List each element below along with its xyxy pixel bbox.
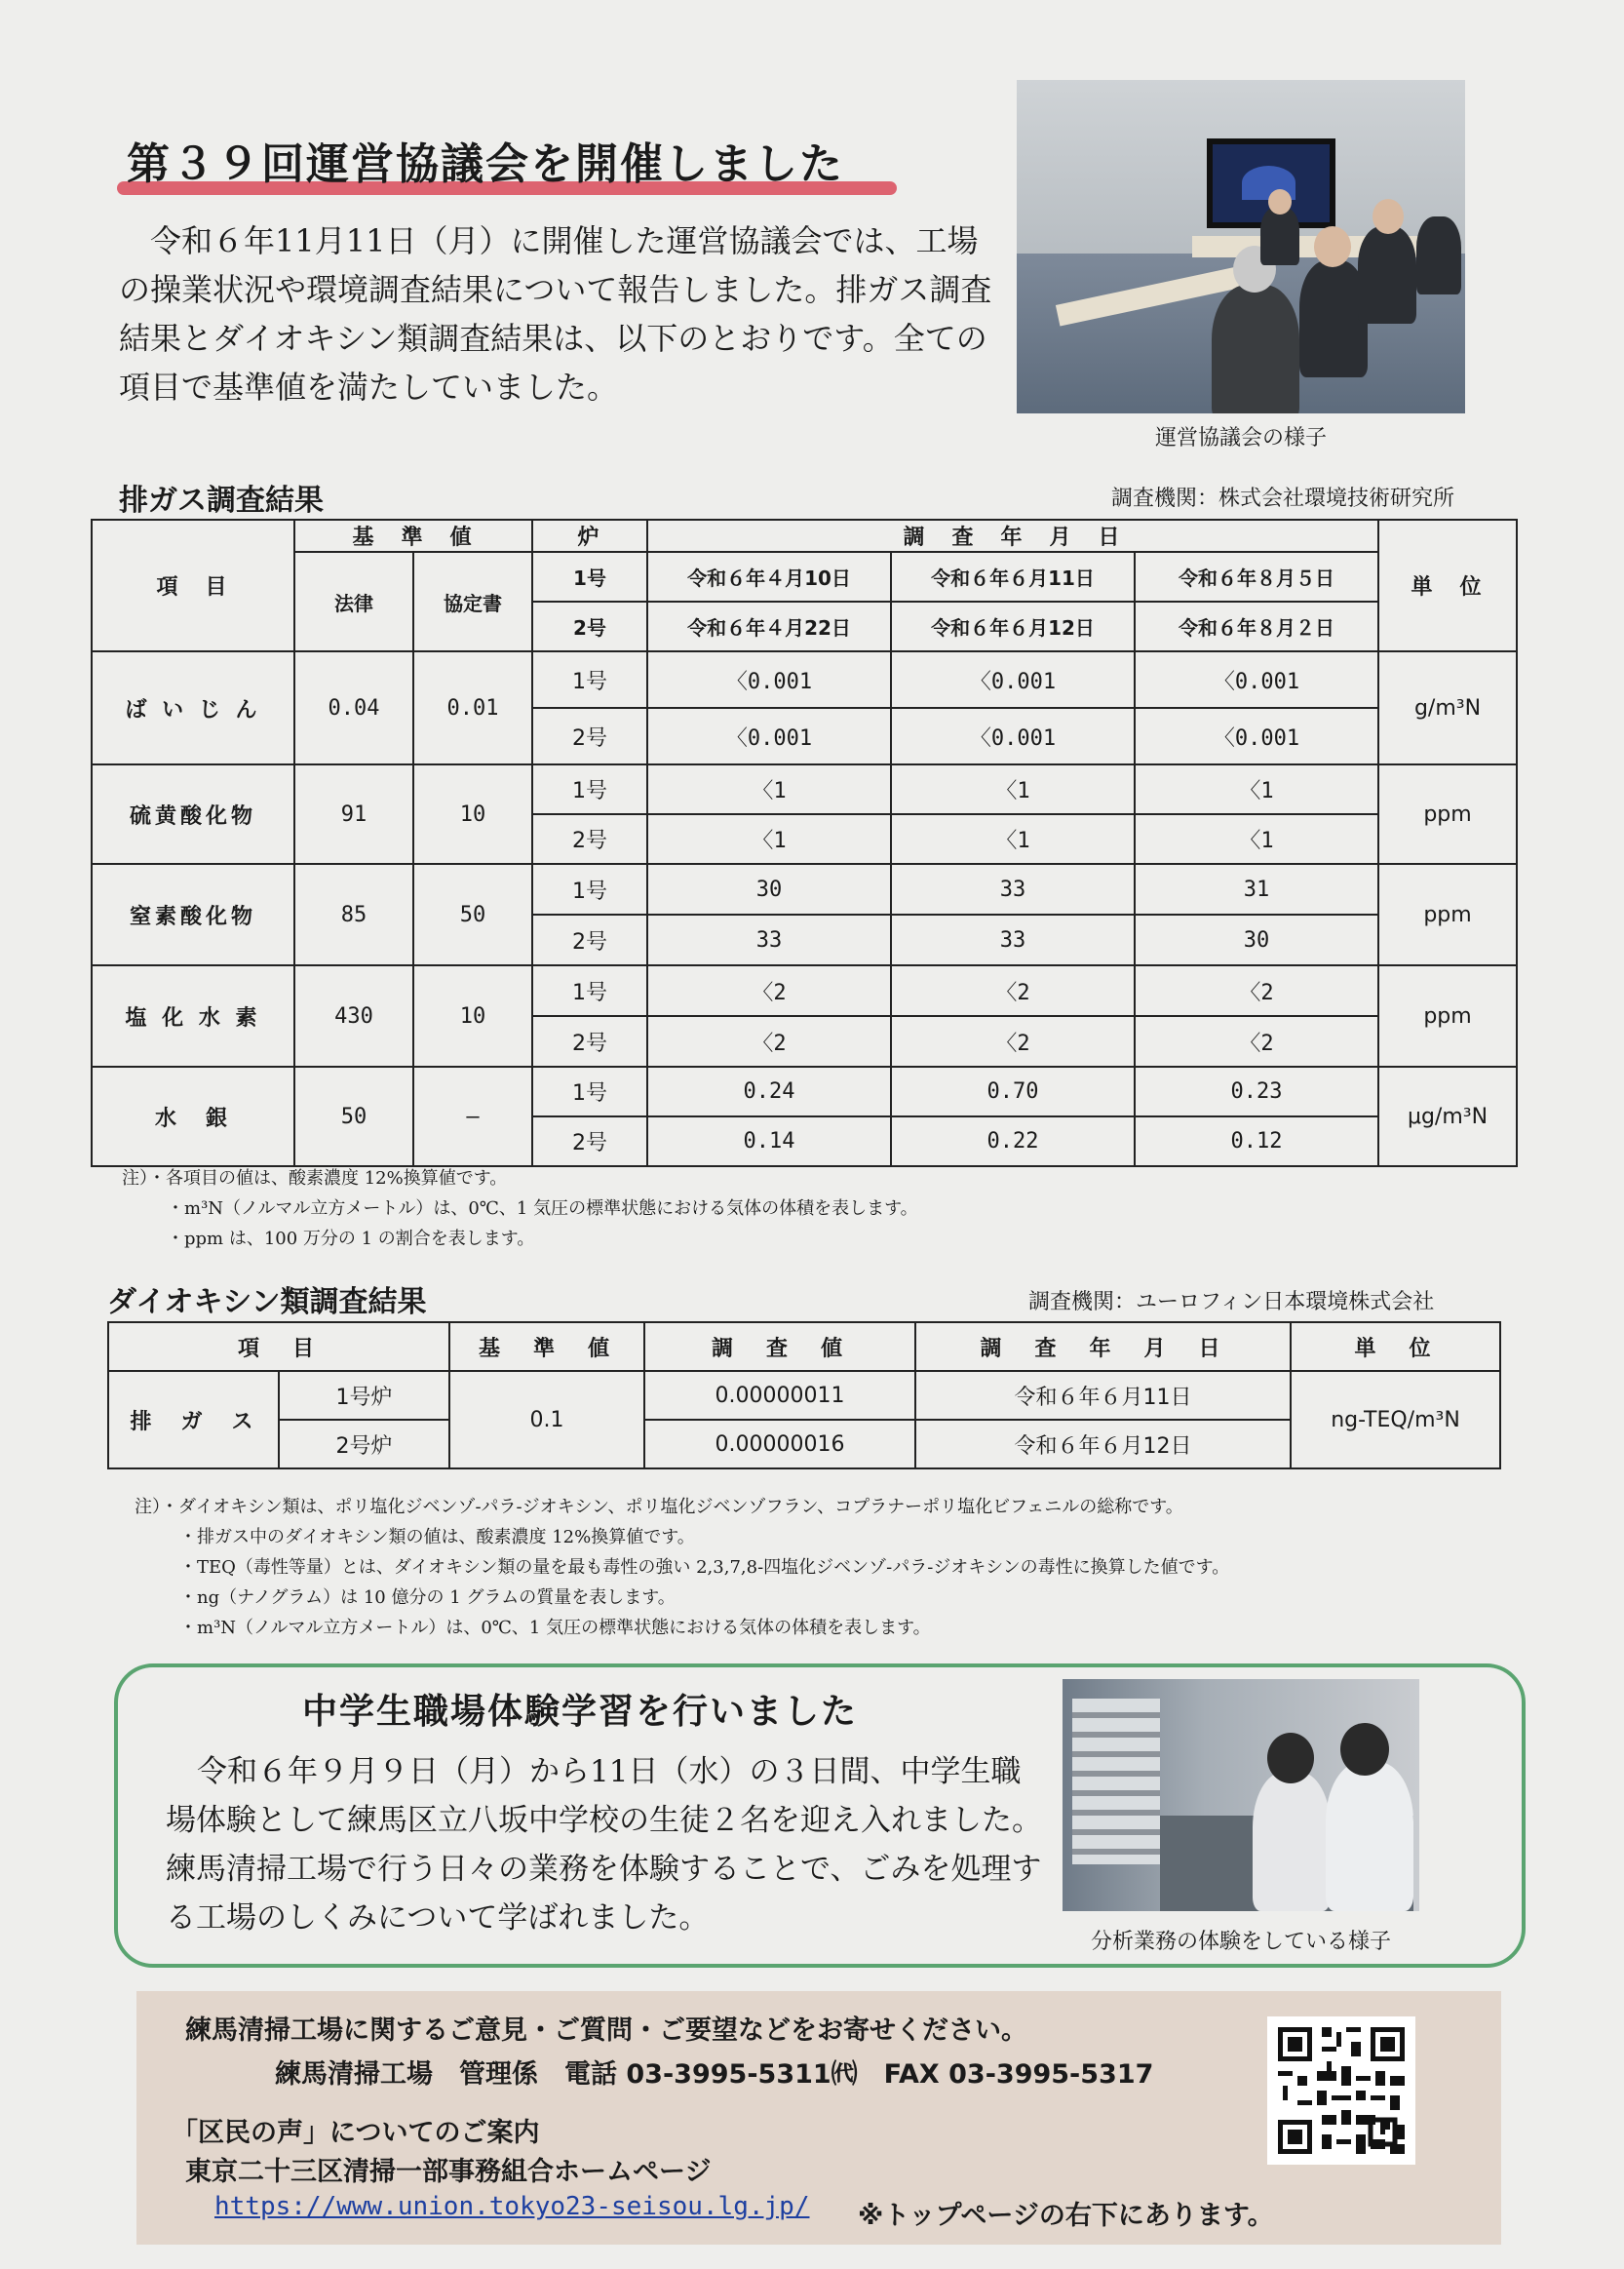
dx-furnace-label: 1号炉 bbox=[279, 1371, 449, 1420]
value-cell: 〈2 bbox=[647, 965, 891, 1016]
value-cell: 〈2 bbox=[1135, 965, 1378, 1016]
contact-line-4: 東京二十三区清掃一部事務組合ホームページ bbox=[185, 2157, 712, 2187]
date-f2-2: 令和６年６月12日 bbox=[891, 602, 1135, 651]
note-line: ・ng（ナノグラム）は 10 億分の 1 グラムの質量を表します。 bbox=[179, 1587, 676, 1608]
note-line: 注）・ダイオキシン類は、ポリ塩化ジベンゾ-パラ-ジオキシン、ポリ塩化ジベンゾフラン、コプラナーポリ塩化ビフェニルの総称です。 bbox=[135, 1497, 1183, 1517]
dioxin-heading: ダイオキシン類調査結果 bbox=[107, 1285, 427, 1319]
dx-header-value: 調 査 値 bbox=[644, 1322, 915, 1371]
value-cell: 〈1 bbox=[891, 764, 1135, 814]
value-cell: 0.24 bbox=[647, 1067, 891, 1116]
row-law: 50 bbox=[294, 1067, 413, 1166]
value-cell: 0.12 bbox=[1135, 1116, 1378, 1166]
dx-row-label: 排 ガ ス bbox=[108, 1371, 279, 1468]
contact-note: ※トップページの右下にあります。 bbox=[858, 2201, 1274, 2231]
contact-line-2: 練馬清掃工場 管理係 電話 03-3995-5311㈹ FAX 03-3995-5317 bbox=[275, 2059, 1154, 2090]
exhaust-table bbox=[91, 519, 1518, 1167]
row-agreement: 10 bbox=[413, 965, 532, 1067]
furnace-label: 2号 bbox=[532, 708, 647, 764]
workplace-body bbox=[166, 1747, 1043, 1942]
row-name: 水 銀 bbox=[92, 1067, 294, 1166]
dx-standard: 0.1 bbox=[449, 1371, 644, 1468]
furnace-1-label: 1号 bbox=[532, 552, 647, 602]
value-cell: 〈0.001 bbox=[647, 708, 891, 764]
value-cell: 0.70 bbox=[891, 1067, 1135, 1116]
date-f2-3: 令和６年８月２日 bbox=[1135, 602, 1378, 651]
header-furnace: 炉 bbox=[532, 520, 647, 552]
value-cell: 〈1 bbox=[1135, 814, 1378, 864]
date-f2-1: 令和６年４月22日 bbox=[647, 602, 891, 651]
note-line: ・m³N（ノルマル立方メートル）は、0℃、1 気圧の標準状態における気体の体積を表します。 bbox=[167, 1198, 918, 1219]
note-line: ・m³N（ノルマル立方メートル）は、0℃、1 気圧の標準状態における気体の体積を表します。 bbox=[179, 1618, 931, 1638]
meeting-body bbox=[119, 216, 996, 411]
header-standard: 基 準 値 bbox=[294, 520, 532, 552]
value-cell: 33 bbox=[891, 915, 1135, 965]
value-cell: 〈0.001 bbox=[891, 651, 1135, 708]
header-unit: 単 位 bbox=[1378, 520, 1517, 651]
furnace-label: 1号 bbox=[532, 1067, 647, 1116]
row-unit: g/m³N bbox=[1378, 651, 1517, 764]
header-survey-date: 調 査 年 月 日 bbox=[647, 520, 1378, 552]
dx-header-date: 調 査 年 月 日 bbox=[915, 1322, 1291, 1371]
furnace-label: 1号 bbox=[532, 651, 647, 708]
value-cell: 0.23 bbox=[1135, 1067, 1378, 1116]
row-unit: μg/m³N bbox=[1378, 1067, 1517, 1166]
contact-line-3: 「区民の声」についてのご案内 bbox=[172, 2118, 540, 2148]
dx-furnace-label: 2号炉 bbox=[279, 1420, 449, 1468]
workplace-title: 中学生職場体験学習を行いました bbox=[302, 1692, 859, 1732]
value-cell: 〈1 bbox=[647, 814, 891, 864]
meeting-photo-caption: 運営協議会の様子 bbox=[1154, 426, 1327, 450]
row-name: 塩 化 水 素 bbox=[92, 965, 294, 1067]
value-cell: 〈0.001 bbox=[891, 708, 1135, 764]
workplace-photo-caption: 分析業務の体験をしている様子 bbox=[1090, 1930, 1391, 1954]
dioxin-notes bbox=[135, 1492, 1229, 1643]
dx-value: 0.00000016 bbox=[644, 1420, 915, 1468]
value-cell: 30 bbox=[647, 864, 891, 915]
header-agreement: 協定書 bbox=[413, 552, 532, 651]
value-cell: 31 bbox=[1135, 864, 1378, 915]
row-unit: ppm bbox=[1378, 965, 1517, 1067]
date-f1-3: 令和６年８月５日 bbox=[1135, 552, 1378, 602]
value-cell: 30 bbox=[1135, 915, 1378, 965]
value-cell: 〈2 bbox=[891, 1016, 1135, 1067]
furnace-label: 1号 bbox=[532, 764, 647, 814]
row-law: 91 bbox=[294, 764, 413, 864]
dx-unit: ng-TEQ/m³N bbox=[1291, 1371, 1500, 1468]
meeting-photo bbox=[1017, 80, 1465, 413]
furnace-2-label: 2号 bbox=[532, 602, 647, 651]
row-name: ば い じ ん bbox=[92, 651, 294, 764]
value-cell: 0.22 bbox=[891, 1116, 1135, 1166]
furnace-label: 2号 bbox=[532, 915, 647, 965]
row-law: 430 bbox=[294, 965, 413, 1067]
value-cell: 〈2 bbox=[647, 1016, 891, 1067]
value-cell: 〈2 bbox=[1135, 1016, 1378, 1067]
furnace-label: 2号 bbox=[532, 1016, 647, 1067]
header-law: 法律 bbox=[294, 552, 413, 651]
value-cell: 33 bbox=[891, 864, 1135, 915]
value-cell: 33 bbox=[647, 915, 891, 965]
exhaust-notes bbox=[122, 1163, 918, 1254]
furnace-label: 1号 bbox=[532, 965, 647, 1016]
qr-code-icon[interactable] bbox=[1267, 2016, 1415, 2165]
value-cell: 〈1 bbox=[647, 764, 891, 814]
exhaust-organization: 調査機関：株式会社環境技術研究所 bbox=[1111, 487, 1455, 511]
meeting-title: 第３９回運営協議会を開催しました bbox=[127, 139, 844, 189]
dioxin-organization: 調査機関：ユーロフィン日本環境株式会社 bbox=[1028, 1290, 1435, 1314]
row-unit: ppm bbox=[1378, 864, 1517, 965]
workplace-body-text: 令和６年９月９日（月）から11日（水）の３日間、中学生職場体験として練馬区立八坂中学校の生徒２名を迎え入れました。練馬清掃工場で行う日々の業務を体験することで、ごみを処理する工場のしくみについて学ばれました。 bbox=[166, 1754, 1042, 1936]
note-line: ・TEQ（毒性等量）とは、ダイオキシン類の量を最も毒性の強い 2,3,7,8-四塩化ジベンゾ-パラ-ジオキシンの毒性に換算した値です。 bbox=[179, 1557, 1230, 1578]
dx-header-standard: 基 準 値 bbox=[449, 1322, 644, 1371]
date-f1-1: 令和６年４月10日 bbox=[647, 552, 891, 602]
dx-date: 令和６年６月11日 bbox=[915, 1371, 1291, 1420]
row-name: 硫黄酸化物 bbox=[92, 764, 294, 864]
value-cell: 〈0.001 bbox=[1135, 708, 1378, 764]
row-law: 85 bbox=[294, 864, 413, 965]
exhaust-heading: 排ガス調査結果 bbox=[119, 484, 324, 518]
homepage-link[interactable]: https://www.union.tokyo23-seisou.lg.jp/ bbox=[214, 2192, 810, 2221]
row-agreement: 10 bbox=[413, 764, 532, 864]
note-line: 注）・各項目の値は、酸素濃度 12%換算値です。 bbox=[122, 1168, 508, 1189]
value-cell: 〈2 bbox=[891, 965, 1135, 1016]
value-cell: 〈1 bbox=[1135, 764, 1378, 814]
header-item: 項 目 bbox=[92, 520, 294, 651]
meeting-body-text: 令和６年11月11日（月）に開催した運営協議会では、工場の操業状況や環境調査結果について報告しました。排ガス調査結果とダイオキシン類調査結果は、以下のとおりです。全ての項目で基準値を満たしていました。 bbox=[119, 222, 992, 406]
row-agreement: 0.01 bbox=[413, 651, 532, 764]
dx-value: 0.00000011 bbox=[644, 1371, 915, 1420]
value-cell: 〈1 bbox=[891, 814, 1135, 864]
note-line: ・ppm は、100 万分の 1 の割合を表します。 bbox=[167, 1229, 535, 1249]
date-f1-2: 令和６年６月11日 bbox=[891, 552, 1135, 602]
row-unit: ppm bbox=[1378, 764, 1517, 864]
value-cell: 〈0.001 bbox=[1135, 651, 1378, 708]
dx-header-item: 項 目 bbox=[108, 1322, 449, 1371]
value-cell: 〈0.001 bbox=[647, 651, 891, 708]
row-name: 窒素酸化物 bbox=[92, 864, 294, 965]
contact-line-1: 練馬清掃工場に関するご意見・ご質問・ご要望などをお寄せください。 bbox=[185, 2015, 1027, 2046]
dx-date: 令和６年６月12日 bbox=[915, 1420, 1291, 1468]
value-cell: 0.14 bbox=[647, 1116, 891, 1166]
furnace-label: 1号 bbox=[532, 864, 647, 915]
row-agreement: 50 bbox=[413, 864, 532, 965]
dx-header-unit: 単 位 bbox=[1291, 1322, 1500, 1371]
row-law: 0.04 bbox=[294, 651, 413, 764]
row-agreement: — bbox=[413, 1067, 532, 1166]
workplace-photo bbox=[1063, 1679, 1419, 1911]
furnace-label: 2号 bbox=[532, 814, 647, 864]
furnace-label: 2号 bbox=[532, 1116, 647, 1166]
dioxin-table bbox=[107, 1321, 1501, 1469]
note-line: ・排ガス中のダイオキシン類の値は、酸素濃度 12%換算値です。 bbox=[179, 1527, 695, 1547]
